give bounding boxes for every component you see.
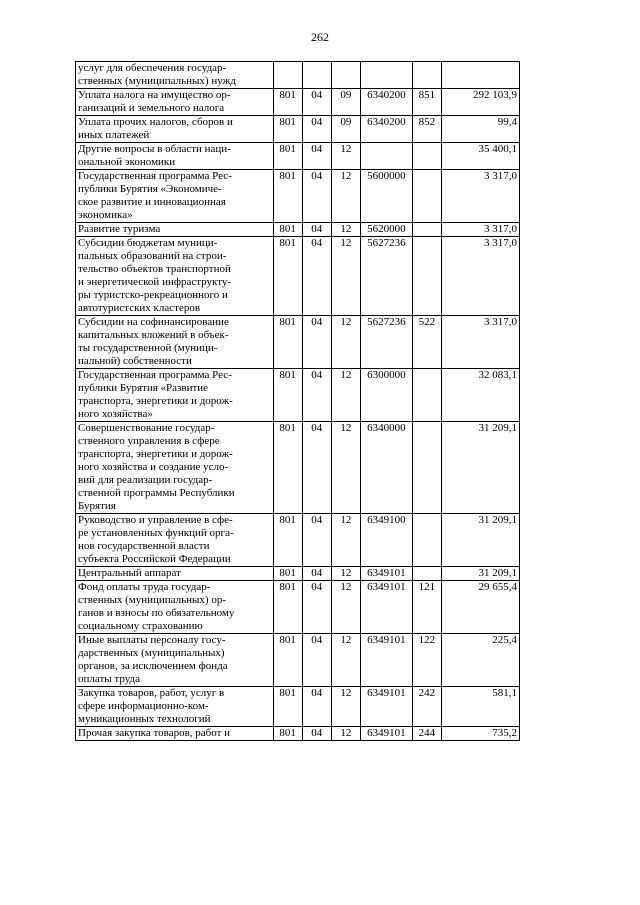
item-name-line: ного хозяйства и создание усло- xyxy=(78,461,229,473)
expense-type-cell: 122 xyxy=(412,634,441,687)
item-name-cell xyxy=(76,89,274,116)
item-name-line: и энергетической инфраструкту- xyxy=(78,276,232,288)
section-code-cell: 04 xyxy=(302,687,331,727)
item-name-cell xyxy=(76,237,274,316)
article-code-cell xyxy=(360,62,412,89)
item-name-line: тельство объектов транспортной xyxy=(78,263,231,275)
item-name-line: нов государственной власти xyxy=(78,540,210,552)
item-name-line: экономика» xyxy=(78,209,133,221)
expense-type-cell xyxy=(412,223,441,237)
article-code-cell: 6349101 xyxy=(360,634,412,687)
ministry-code-cell: 801 xyxy=(273,170,302,223)
section-code-cell: 04 xyxy=(302,369,331,422)
item-name-line: Центральный аппарат xyxy=(78,567,181,579)
subsection-code-cell: 12 xyxy=(331,634,360,687)
section-code-cell: 04 xyxy=(302,514,331,567)
item-name-line: пальной) собственности xyxy=(78,355,192,367)
item-name-cell xyxy=(76,143,274,170)
item-name-line: ственных (муниципальных) нужд xyxy=(78,75,236,87)
article-code-cell: 6340200 xyxy=(360,116,412,143)
ministry-code-cell: 801 xyxy=(273,116,302,143)
item-name-line: ре установленных функций орга- xyxy=(78,527,234,539)
section-code-cell: 04 xyxy=(302,422,331,514)
item-name-cell xyxy=(76,514,274,567)
item-name-line: ственного управления в сфере xyxy=(78,435,220,447)
table-row xyxy=(76,223,520,237)
expense-type-cell: 851 xyxy=(412,89,441,116)
amount-cell: 581,1 xyxy=(441,687,519,727)
ministry-code-cell: 801 xyxy=(273,223,302,237)
item-name-cell xyxy=(76,223,274,237)
article-code-cell xyxy=(360,143,412,170)
subsection-code-cell: 12 xyxy=(331,581,360,634)
item-name-line: сфере информационно-ком- xyxy=(78,700,209,712)
article-code-cell: 6340200 xyxy=(360,89,412,116)
item-name-line: муникационных технологий xyxy=(78,713,211,725)
expense-type-cell xyxy=(412,369,441,422)
item-name-line: публики Бурятия «Экономиче- xyxy=(78,183,222,195)
item-name-cell xyxy=(76,567,274,581)
item-name-line: Совершенствование государ- xyxy=(78,422,215,434)
table-row xyxy=(76,634,520,687)
amount-cell: 31 209,1 xyxy=(441,422,519,514)
article-code-cell: 5627236 xyxy=(360,237,412,316)
item-name-cell xyxy=(76,170,274,223)
item-name-line: Уплата прочих налогов, сборов и xyxy=(78,116,233,128)
subsection-code-cell: 12 xyxy=(331,514,360,567)
ministry-code-cell: 801 xyxy=(273,316,302,369)
item-name-line: ного хозяйства» xyxy=(78,408,153,420)
ministry-code-cell xyxy=(273,62,302,89)
article-code-cell: 5627236 xyxy=(360,316,412,369)
item-name-line: Государственная программа Рес- xyxy=(78,170,232,182)
amount-cell: 292 103,9 xyxy=(441,89,519,116)
section-code-cell: 04 xyxy=(302,89,331,116)
item-name-line: транспорта, энергетики и дорож- xyxy=(78,448,233,460)
item-name-cell xyxy=(76,634,274,687)
amount-cell: 735,2 xyxy=(441,727,519,741)
section-code-cell: 04 xyxy=(302,116,331,143)
budget-table xyxy=(75,61,520,741)
item-name-line: услуг для обеспечения государ- xyxy=(78,62,227,74)
item-name-line: ганизаций и земельного налога xyxy=(78,102,225,114)
table-row xyxy=(76,422,520,514)
article-code-cell: 6349101 xyxy=(360,727,412,741)
item-name-cell xyxy=(76,316,274,369)
amount-cell: 225,4 xyxy=(441,634,519,687)
item-name-line: ственной программы Республики xyxy=(78,487,235,499)
amount-cell: 35 400,1 xyxy=(441,143,519,170)
table-row xyxy=(76,116,520,143)
item-name-line: вий для реализации государ- xyxy=(78,474,213,486)
item-name-cell xyxy=(76,687,274,727)
item-name-line: капитальных вложений в объек- xyxy=(78,329,229,341)
table-row xyxy=(76,567,520,581)
table-row xyxy=(76,62,520,89)
expense-type-cell: 242 xyxy=(412,687,441,727)
article-code-cell: 6349101 xyxy=(360,581,412,634)
expense-type-cell xyxy=(412,514,441,567)
amount-cell: 3 317,0 xyxy=(441,237,519,316)
item-name-line: Руководство и управление в сфе- xyxy=(78,514,233,526)
item-name-cell xyxy=(76,369,274,422)
article-code-cell: 6349101 xyxy=(360,687,412,727)
subsection-code-cell: 12 xyxy=(331,567,360,581)
item-name-cell xyxy=(76,581,274,634)
item-name-cell xyxy=(76,116,274,143)
ministry-code-cell: 801 xyxy=(273,687,302,727)
item-name-line: пальных образований на строи- xyxy=(78,250,227,262)
ministry-code-cell: 801 xyxy=(273,727,302,741)
item-name-line: ганов и взносы по обязательному xyxy=(78,607,235,619)
subsection-code-cell: 12 xyxy=(331,237,360,316)
amount-cell: 3 317,0 xyxy=(441,316,519,369)
table-row xyxy=(76,369,520,422)
item-name-line: оплаты труда xyxy=(78,673,141,685)
ministry-code-cell: 801 xyxy=(273,567,302,581)
article-code-cell: 5600000 xyxy=(360,170,412,223)
item-name-line: иных платежей xyxy=(78,129,150,141)
item-name-line: публики Бурятия «Развитие xyxy=(78,382,209,394)
table-row xyxy=(76,237,520,316)
table-row xyxy=(76,143,520,170)
section-code-cell: 04 xyxy=(302,237,331,316)
item-name-line: дарственных (муниципальных) xyxy=(78,647,225,659)
item-name-line: Государственная программа Рес- xyxy=(78,369,232,381)
subsection-code-cell: 12 xyxy=(331,170,360,223)
expense-type-cell: 244 xyxy=(412,727,441,741)
subsection-code-cell: 12 xyxy=(331,316,360,369)
item-name-cell xyxy=(76,62,274,89)
item-name-line: Закупка товаров, работ, услуг в xyxy=(78,687,225,699)
item-name-line: Уплата налога на имущество ор- xyxy=(78,89,231,101)
section-code-cell: 04 xyxy=(302,581,331,634)
expense-type-cell: 852 xyxy=(412,116,441,143)
ministry-code-cell: 801 xyxy=(273,422,302,514)
article-code-cell: 6300000 xyxy=(360,369,412,422)
item-name-line: ональной экономики xyxy=(78,156,176,168)
amount-cell: 31 209,1 xyxy=(441,567,519,581)
amount-cell: 29 655,4 xyxy=(441,581,519,634)
item-name-line: Субсидии на софинансирование xyxy=(78,316,229,328)
subsection-code-cell: 12 xyxy=(331,422,360,514)
subsection-code-cell: 09 xyxy=(331,89,360,116)
item-name-line: Развитие туризма xyxy=(78,223,161,235)
amount-cell: 31 209,1 xyxy=(441,514,519,567)
ministry-code-cell: 801 xyxy=(273,634,302,687)
item-name-line: ры туристско-рекреационного и xyxy=(78,289,228,301)
article-code-cell: 6340000 xyxy=(360,422,412,514)
article-code-cell: 6349101 xyxy=(360,567,412,581)
section-code-cell xyxy=(302,62,331,89)
article-code-cell: 5620000 xyxy=(360,223,412,237)
subsection-code-cell: 12 xyxy=(331,143,360,170)
section-code-cell: 04 xyxy=(302,727,331,741)
subsection-code-cell: 09 xyxy=(331,116,360,143)
ministry-code-cell: 801 xyxy=(273,581,302,634)
table-row xyxy=(76,170,520,223)
amount-cell xyxy=(441,62,519,89)
subsection-code-cell: 12 xyxy=(331,687,360,727)
article-code-cell: 6349100 xyxy=(360,514,412,567)
expense-type-cell xyxy=(412,422,441,514)
ministry-code-cell: 801 xyxy=(273,237,302,316)
item-name-line: Бурятия xyxy=(78,500,116,512)
item-name-line: Другие вопросы в области наци- xyxy=(78,143,231,155)
item-name-line: социальному страхованию xyxy=(78,620,203,632)
section-code-cell: 04 xyxy=(302,223,331,237)
ministry-code-cell: 801 xyxy=(273,143,302,170)
section-code-cell: 04 xyxy=(302,567,331,581)
expense-type-cell xyxy=(412,62,441,89)
expense-type-cell: 121 xyxy=(412,581,441,634)
section-code-cell: 04 xyxy=(302,143,331,170)
page-number: 262 xyxy=(311,30,329,44)
subsection-code-cell xyxy=(331,62,360,89)
table-row xyxy=(76,89,520,116)
expense-type-cell xyxy=(412,237,441,316)
subsection-code-cell: 12 xyxy=(331,369,360,422)
ministry-code-cell: 801 xyxy=(273,89,302,116)
subsection-code-cell: 12 xyxy=(331,727,360,741)
amount-cell: 99,4 xyxy=(441,116,519,143)
item-name-cell xyxy=(76,422,274,514)
expense-type-cell: 522 xyxy=(412,316,441,369)
item-name-line: Прочая закупка товаров, работ и xyxy=(78,727,231,739)
item-name-cell xyxy=(76,727,274,741)
item-name-line: транспорта, энергетики и дорож- xyxy=(78,395,233,407)
expense-type-cell xyxy=(412,170,441,223)
ministry-code-cell: 801 xyxy=(273,514,302,567)
table-row xyxy=(76,514,520,567)
subsection-code-cell: 12 xyxy=(331,223,360,237)
section-code-cell: 04 xyxy=(302,634,331,687)
expense-type-cell xyxy=(412,567,441,581)
amount-cell: 3 317,0 xyxy=(441,170,519,223)
item-name-line: Субсидии бюджетам муници- xyxy=(78,237,218,249)
item-name-line: ское развитие и инновационная xyxy=(78,196,226,208)
item-name-line: органов, за исключением фонда xyxy=(78,660,228,672)
item-name-line: автотуристских кластеров xyxy=(78,302,201,314)
item-name-line: субъекта Российской Федерации xyxy=(78,553,231,565)
item-name-line: ты государственной (муници- xyxy=(78,342,218,354)
amount-cell: 32 083,1 xyxy=(441,369,519,422)
item-name-line: ственных (муниципальных) ор- xyxy=(78,594,227,606)
table-row xyxy=(76,727,520,741)
expense-type-cell xyxy=(412,143,441,170)
table-row xyxy=(76,316,520,369)
section-code-cell: 04 xyxy=(302,170,331,223)
item-name-line: Фонд оплаты труда государ- xyxy=(78,581,211,593)
section-code-cell: 04 xyxy=(302,316,331,369)
item-name-line: Иные выплаты персоналу госу- xyxy=(78,634,226,646)
table-row xyxy=(76,581,520,634)
ministry-code-cell: 801 xyxy=(273,369,302,422)
amount-cell: 3 317,0 xyxy=(441,223,519,237)
table-row xyxy=(76,687,520,727)
